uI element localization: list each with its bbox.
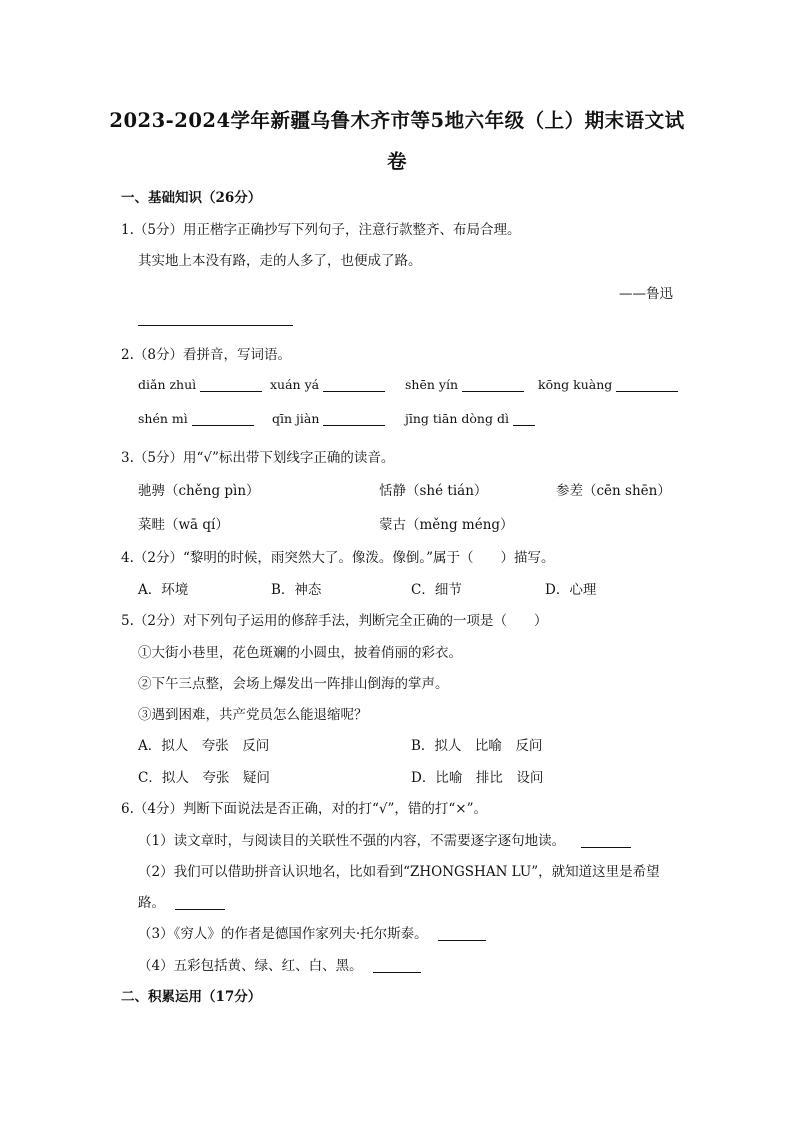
q5-sentence-1: ①大街小巷里，花色斑斓的小圆虫，披着俏丽的彩衣。 xyxy=(138,645,462,661)
q5-sentence-2: ②下午三点整，会场上爆发出一阵排山倒海的掌声。 xyxy=(138,676,449,692)
q5-option-d[interactable]: D．比喻 排比 设问 xyxy=(411,770,544,786)
q4-option-b[interactable]: B．神态 xyxy=(271,582,322,598)
q2-pinyin-6 xyxy=(272,411,385,426)
q2-pinyin-text: jīng tiān dòng dì xyxy=(405,411,509,426)
q2-pinyin-2 xyxy=(270,377,385,392)
q2-pinyin-1 xyxy=(138,377,262,392)
q3-item-5: 蒙古（měng méng） xyxy=(379,517,514,533)
q6-answer-blank[interactable] xyxy=(175,895,225,910)
q3-item-4: 菜畦（wā qí） xyxy=(138,517,229,533)
q2-answer-blank[interactable] xyxy=(616,377,678,392)
q1-sentence: 其实地上本没有路，走的人多了，也便成了路。 xyxy=(138,253,422,269)
section-heading-2: 二、积累运用（17分） xyxy=(121,989,262,1005)
q2-stem: 2.（8分）看拼音，写词语。 xyxy=(121,347,291,363)
q2-pinyin-text: kōng kuàng xyxy=(538,377,613,392)
q6-answer-blank[interactable] xyxy=(581,833,631,848)
q6-item-1 xyxy=(138,829,631,849)
q2-pinyin-text: diǎn zhuì xyxy=(138,377,197,392)
q3-stem: 3.（5分）用“√”标出带下划线字正确的读音。 xyxy=(121,450,395,466)
q6-item-4 xyxy=(138,954,421,974)
q3-item-2: 恬静（shé tián） xyxy=(379,483,488,499)
q2-pinyin-3 xyxy=(405,377,524,392)
q5-sentence-3: ③遇到困难，共产党员怎么能退缩呢？ xyxy=(138,707,368,723)
q2-answer-blank[interactable] xyxy=(192,411,254,426)
q2-answer-blank[interactable] xyxy=(513,411,535,426)
q6-answer-blank[interactable] xyxy=(438,926,486,941)
q2-pinyin-text: shēn yín xyxy=(405,377,458,392)
exam-title-line2: 卷 xyxy=(386,150,407,173)
q6-item-text: （1）读文章时，与阅读目的关联性不强的内容，不需要逐字逐句地读。 xyxy=(138,833,566,849)
q2-pinyin-5 xyxy=(138,411,254,426)
q2-answer-blank[interactable] xyxy=(200,377,262,392)
q6-item-2: （2）我们可以借助拼音认识地名，比如看到“ZHONGSHAN LU”，就知道这里是希望 xyxy=(138,864,660,880)
q6-item-text: （4）五彩包括黄、绿、红、白、黑。 xyxy=(138,958,363,974)
q4-option-c[interactable]: C．细节 xyxy=(411,582,462,598)
q2-answer-blank[interactable] xyxy=(323,377,385,392)
q5-option-a[interactable]: A．拟人 夸张 反问 xyxy=(138,738,270,754)
q2-pinyin-text: shén mì xyxy=(138,411,188,426)
q6-answer-blank[interactable] xyxy=(373,958,421,973)
q6-item-text: 路。 xyxy=(138,895,165,911)
q2-pinyin-text: xuán yá xyxy=(270,377,320,392)
q4-option-d[interactable]: D．心理 xyxy=(545,582,597,598)
q3-item-1: 驰骋（chěng pìn） xyxy=(138,483,260,499)
q1-stem: 1.（5分）用正楷字正确抄写下列句子，注意行款整齐、布局合理。 xyxy=(121,222,521,238)
section-heading-1: 一、基础知识（26分） xyxy=(121,190,262,206)
q1-author: ——鲁迅 xyxy=(619,286,673,302)
q6-item-text: （3）《穷人》的作者是德国作家列夫·托尔斯泰。 xyxy=(138,926,428,942)
q2-pinyin-text: qīn jiàn xyxy=(272,411,320,426)
q5-option-b[interactable]: B．拟人 比喻 反问 xyxy=(411,738,543,754)
q2-pinyin-7 xyxy=(405,411,535,426)
q1-answer-line[interactable] xyxy=(138,311,293,326)
exam-title-line1: 2023-2024学年新疆乌鲁木齐市等5地六年级（上）期末语文试 xyxy=(109,109,685,132)
q5-option-c[interactable]: C．拟人 夸张 疑问 xyxy=(138,770,270,786)
q6-item-3 xyxy=(138,922,486,942)
q2-answer-blank[interactable] xyxy=(462,377,524,392)
q5-stem: 5.（2分）对下列句子运用的修辞手法，判断完全正确的一项是（ ） xyxy=(121,613,548,629)
q4-option-a[interactable]: A．环境 xyxy=(138,582,189,598)
q6-stem: 6.（4分）判断下面说法是否正确，对的打“√”，错的打“×”。 xyxy=(121,801,487,817)
q2-answer-blank[interactable] xyxy=(323,411,385,426)
q2-pinyin-4 xyxy=(538,377,678,392)
q4-stem: 4.（2分）“黎明的时候，雨突然大了。像泼。像倒。”属于（ ）描写。 xyxy=(121,550,555,566)
q3-item-3: 参差（cēn shēn） xyxy=(556,483,671,499)
q6-item-2-cont xyxy=(138,891,225,911)
